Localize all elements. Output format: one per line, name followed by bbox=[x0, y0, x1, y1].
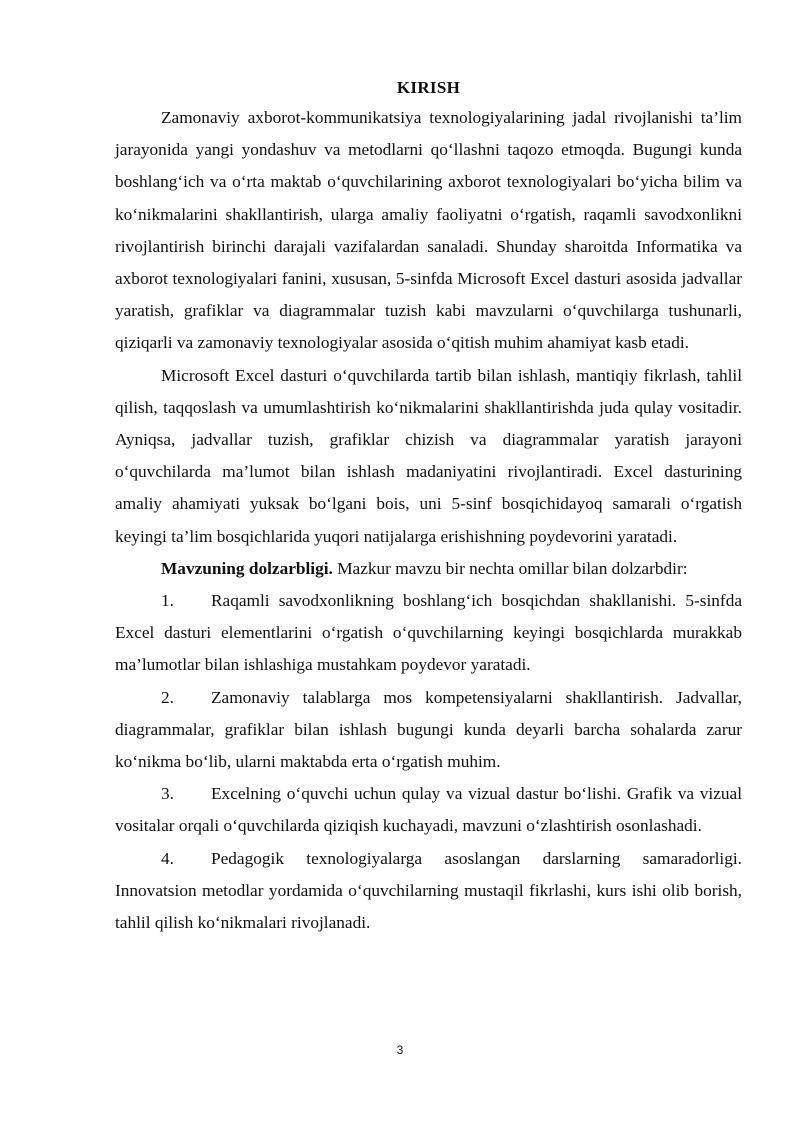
list-item-text: Pedagogik texnologiyalarga asoslangan darslarning samaradorligi. Innovatsion metodlar yordamida o‘quvchilarning mustaqil fikrlashi, kurs ishi olib borish, tahlil qilish ko‘nikmalari rivojlanadi. bbox=[115, 848, 742, 933]
list-item-number: 4. bbox=[161, 848, 174, 868]
page-number: 3 bbox=[396, 1043, 404, 1057]
list-item bbox=[115, 585, 742, 682]
relevance-heading: Mavzuning dolzarbligi. bbox=[161, 558, 333, 578]
list-item-text: Raqamli savodxonlikning boshlang‘ich bosqichdan shakllanishi. 5-sinfda Excel dasturi elementlarini o‘rgatish o‘quvchilarning keyingi bosqichlarda murakkab ma’lumotlar bilan ishlashiga mustahkam poydevor yaratadi. bbox=[115, 591, 742, 675]
relevance-paragraph bbox=[115, 553, 742, 585]
list-item-number: 2. bbox=[161, 687, 174, 707]
list-item-number: 3. bbox=[161, 784, 174, 804]
list-item-text: Excelning o‘quvchi uchun qulay va vizual dastur bo‘lishi. Grafik va vizual vositalar orqali o‘quvchilarda qiziqish kuchayadi, mavzuni o‘zlashtirish osonlashadi. bbox=[115, 784, 742, 836]
list-item bbox=[115, 682, 742, 779]
intro-paragraph-2: Microsoft Excel dasturi o‘quvchilarda tartib bilan ishlash, mantiqiy fikrlash, tahlil qilish, taqqoslash va umumlashtirish ko‘nikmalarini shakllantirishda juda qulay vositadir. Ayniqsa, jadvallar tuzish, grafiklar chizish va diagrammalar yaratish jarayoni o‘quvchilarda ma’lumot bilan ishlash madaniyatini rivojlantiradi. Excel dasturining amaliy ahamiyati yuksak bo‘lgani bois, uni 5-sinf bosqichidayoq samarali o‘rgatish keyingi ta’lim bosqichlarida yuqori natijalarga erishishning poydevorini yaratadi. bbox=[115, 365, 742, 546]
list-item-text: Zamonaviy talablarga mos kompetensiyalarni shakllantirish. Jadvallar, diagrammalar, grafiklar bilan ishlash bugungi kunda deyarli barcha sohalarda zarur ko‘nikma bo‘lib, ularni maktabda erta o‘rgatish muhim. bbox=[115, 687, 742, 772]
relevance-text: Mazkur mavzu bir nechta omillar bilan dolzarbdir: bbox=[332, 558, 688, 578]
list-item-number: 1. bbox=[161, 591, 174, 611]
document-page bbox=[115, 78, 742, 939]
intro-paragraph-1: Zamonaviy axborot-kommunikatsiya texnologiyalarining jadal rivojlanishi ta’lim jarayonida yangi yondashuv va metodlarni qo‘llashni taqozo etmoqda. Bugungi kunda boshlang‘ich va o‘rta maktab o‘quvchilarining axborot texnologiyalari bo‘yicha bilim va ko‘nikmalarini shakllantirish, ularga amaliy faoliyatni o‘rgatish, raqamli savodxonlikni rivojlantirish birinchi darajali vazifalardan sanaladi. Shunday sharoitda Informatika va axborot texnologiyalari fanini, xususan, 5-sinfda Microsoft Excel dasturi asosida jadvallar yaratish, grafiklar va diagrammalar tuzish kabi mavzularni o‘quvchilarga tushunarli, qiziqarli va zamonaviy texnologiyalar asosida o‘qitish muhim ahamiyat kasb etadi. bbox=[115, 108, 742, 353]
list-item bbox=[115, 843, 742, 940]
list-item bbox=[115, 778, 742, 842]
section-title: KIRISH bbox=[396, 78, 461, 97]
